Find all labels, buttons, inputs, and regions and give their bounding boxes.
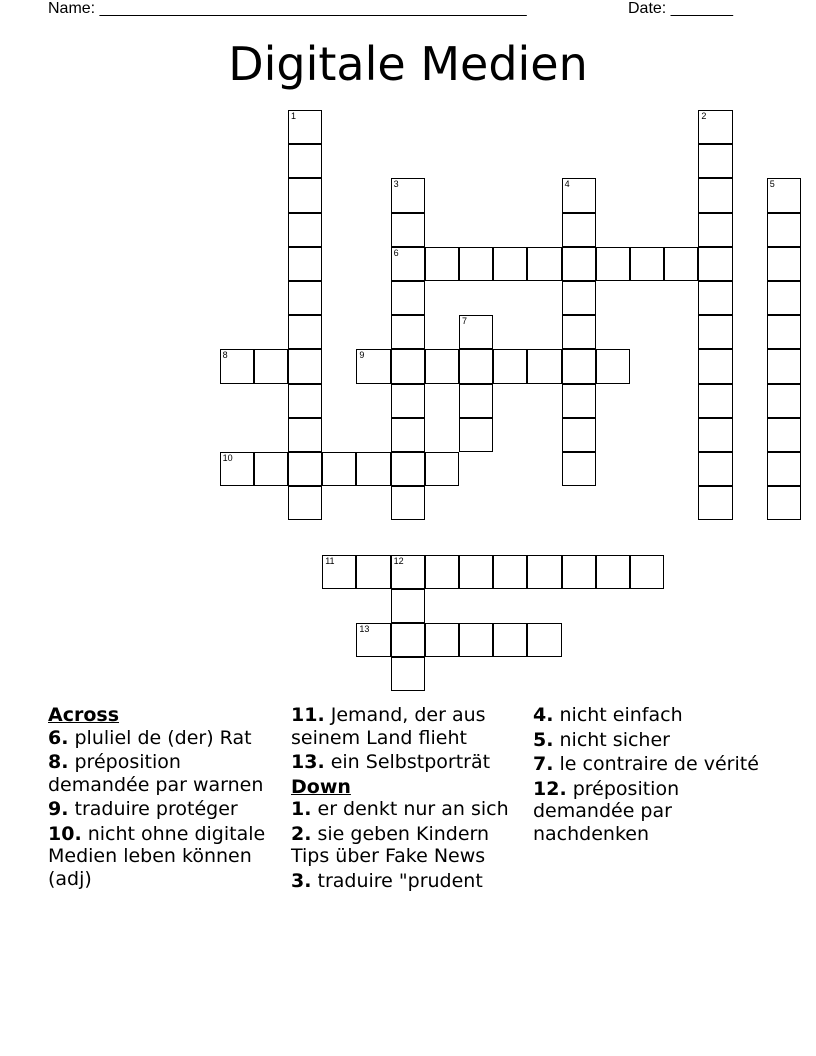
clue-across-11: [291, 704, 526, 749]
clue-number-label: 13: [359, 624, 370, 634]
crossword-cell[interactable]: [767, 213, 801, 247]
crossword-cell[interactable]: [767, 384, 801, 418]
crossword-cell[interactable]: [356, 623, 390, 657]
crossword-cell[interactable]: [459, 247, 493, 281]
crossword-cell[interactable]: [493, 247, 527, 281]
clue-text: nicht einfach: [559, 704, 683, 726]
crossword-cell[interactable]: [288, 452, 322, 486]
clue-across-13: [291, 751, 526, 774]
crossword-cell[interactable]: [767, 281, 801, 315]
crossword-cell[interactable]: [425, 349, 459, 383]
crossword-cell[interactable]: [322, 555, 356, 589]
crossword-cell[interactable]: [527, 623, 561, 657]
crossword-cell[interactable]: [562, 384, 596, 418]
across-heading: Across: [48, 704, 120, 726]
crossword-cell[interactable]: [391, 555, 425, 589]
clue-number-label: 2: [701, 111, 707, 121]
crossword-cell[interactable]: [698, 178, 732, 212]
crossword-cell[interactable]: [562, 349, 596, 383]
crossword-cell[interactable]: [596, 247, 630, 281]
crossword-cell[interactable]: [493, 555, 527, 589]
crossword-cell[interactable]: [767, 315, 801, 349]
crossword-cell[interactable]: [562, 555, 596, 589]
crossword-cell[interactable]: [288, 144, 322, 178]
clue-column-2: [291, 704, 526, 894]
clue-column-1: [48, 704, 284, 892]
crossword-cell[interactable]: [391, 178, 425, 212]
crossword-cell[interactable]: [630, 555, 664, 589]
clue-text: préposition demandée par nachdenken: [533, 777, 680, 845]
crossword-cell[interactable]: [493, 623, 527, 657]
clue-text: sie geben Kindern Tips über Fake News: [291, 822, 490, 867]
crossword-cell[interactable]: [459, 623, 493, 657]
clue-across-8: [48, 751, 284, 796]
crossword-cell[interactable]: [391, 452, 425, 486]
crossword-cell[interactable]: [391, 623, 425, 657]
clue-number: 5.: [533, 728, 554, 751]
crossword-cell[interactable]: [391, 657, 425, 691]
page-title: Digitale Medien: [228, 37, 588, 91]
clue-down-2: [291, 823, 526, 868]
clue-number: 2.: [291, 822, 312, 845]
name-field[interactable]: Name: ________________________________________________: [48, 0, 527, 17]
clue-down-3: [291, 870, 526, 893]
crossword-cell[interactable]: [459, 349, 493, 383]
crossword-cell[interactable]: [698, 349, 732, 383]
crossword-cell[interactable]: [562, 178, 596, 212]
down-heading: Down: [291, 775, 351, 798]
clue-number-label: 6: [393, 247, 399, 258]
clue-across-10: [48, 823, 284, 891]
crossword-cell[interactable]: [391, 213, 425, 247]
crossword-cell[interactable]: [698, 110, 732, 144]
clue-down-5: [533, 729, 773, 752]
crossword-cell[interactable]: [767, 486, 801, 520]
crossword-cell[interactable]: [767, 349, 801, 383]
clue-number: 1.: [291, 798, 312, 820]
clue-number-label: 8: [222, 350, 228, 361]
crossword-cell[interactable]: [698, 247, 732, 281]
clue-across-9: [48, 798, 284, 821]
clue-number: 13.: [291, 751, 325, 773]
crossword-cell[interactable]: [288, 178, 322, 212]
crossword-cell[interactable]: [493, 349, 527, 383]
crossword-cell[interactable]: [596, 349, 630, 383]
crossword-cell[interactable]: [459, 418, 493, 452]
crossword-cell[interactable]: [391, 418, 425, 452]
crossword-cell[interactable]: [527, 555, 561, 589]
crossword-cell[interactable]: [425, 452, 459, 486]
clue-number-label: 1: [291, 111, 297, 121]
clue-number-label: 7: [462, 316, 468, 327]
crossword-cell[interactable]: [391, 486, 425, 520]
crossword-cell[interactable]: [527, 349, 561, 383]
clue-number: 7.: [533, 753, 554, 775]
clue-number-label: 9: [359, 350, 365, 361]
crossword-cell[interactable]: [288, 247, 322, 281]
crossword-cell[interactable]: [288, 384, 322, 418]
crossword-cell[interactable]: [391, 349, 425, 383]
clue-text: nicht ohne digitale Medien leben können (adj): [48, 822, 266, 890]
crossword-cell[interactable]: [425, 623, 459, 657]
clue-number-label: 4: [564, 179, 570, 190]
clue-text: Jemand, der aus seinem Land flieht: [291, 704, 486, 749]
clue-text: er denkt nur an sich: [317, 798, 509, 820]
clue-number: 9.: [48, 798, 69, 820]
crossword-cell[interactable]: [596, 555, 630, 589]
clue-text: ein Selbstporträt: [330, 751, 491, 773]
crossword-cell[interactable]: [391, 589, 425, 623]
crossword-cell[interactable]: [459, 555, 493, 589]
crossword-cell[interactable]: [767, 418, 801, 452]
crossword-cell[interactable]: [356, 349, 390, 383]
clue-text: traduire protéger: [74, 798, 238, 820]
crossword-cell[interactable]: [562, 213, 596, 247]
crossword-cell[interactable]: [254, 452, 288, 486]
clue-number: 4.: [533, 704, 554, 726]
clue-number: 8.: [48, 751, 69, 773]
crossword-cell[interactable]: [391, 247, 425, 281]
crossword-cell[interactable]: [767, 178, 801, 212]
clue-down-4: [533, 704, 773, 727]
clue-number: 12.: [533, 777, 567, 800]
crossword-cell[interactable]: [562, 418, 596, 452]
clue-text: pluliel de (der) Rat: [74, 726, 252, 749]
clue-number-label: 10: [222, 453, 233, 463]
clue-number: 6.: [48, 726, 69, 749]
crossword-cell[interactable]: [698, 315, 732, 349]
crossword-cell[interactable]: [288, 213, 322, 247]
clue-number-label: 12: [393, 555, 404, 566]
crossword-cell[interactable]: [356, 555, 390, 589]
date-field[interactable]: Date: _______: [628, 0, 733, 17]
crossword-cell[interactable]: [356, 452, 390, 486]
clue-number-label: 11: [325, 555, 335, 566]
crossword-cell[interactable]: [288, 418, 322, 452]
crossword-cell[interactable]: [562, 315, 596, 349]
clue-down-12: [533, 778, 773, 846]
clue-text: traduire "prudent: [317, 869, 483, 892]
crossword-cell[interactable]: [220, 452, 254, 486]
crossword-cell[interactable]: [698, 144, 732, 178]
crossword-cell[interactable]: [698, 486, 732, 520]
crossword-cell[interactable]: [254, 349, 288, 383]
crossword-cell[interactable]: [698, 281, 732, 315]
clue-text: préposition demandée par warnen: [48, 751, 264, 796]
crossword-cell[interactable]: [698, 418, 732, 452]
crossword-cell[interactable]: [562, 281, 596, 315]
clue-text: nicht sicher: [559, 728, 670, 751]
crossword-cell[interactable]: [698, 384, 732, 418]
crossword-cell[interactable]: [698, 213, 732, 247]
crossword-cell[interactable]: [767, 452, 801, 486]
crossword-cell[interactable]: [220, 349, 254, 383]
crossword-cell[interactable]: [664, 247, 698, 281]
crossword-cell[interactable]: [391, 315, 425, 349]
crossword-cell[interactable]: [322, 452, 356, 486]
clue-text: le contraire de vérité: [559, 753, 759, 775]
clue-number-label: 3: [393, 179, 399, 190]
clue-number: 11.: [291, 704, 325, 726]
crossword-cell[interactable]: [767, 247, 801, 281]
crossword-cell[interactable]: [391, 281, 425, 315]
clue-column-3: [533, 704, 773, 847]
crossword-cell[interactable]: [288, 281, 322, 315]
clue-number: 3.: [291, 869, 312, 892]
crossword-cell[interactable]: [288, 349, 322, 383]
crossword-cell[interactable]: [698, 452, 732, 486]
crossword-cell[interactable]: [630, 247, 664, 281]
crossword-cell[interactable]: [527, 247, 561, 281]
clue-down-1: [291, 798, 526, 821]
crossword-cell[interactable]: [288, 486, 322, 520]
crossword-cell[interactable]: [562, 452, 596, 486]
crossword-cell[interactable]: [288, 110, 322, 144]
crossword-cell[interactable]: [391, 384, 425, 418]
clue-down-7: [533, 753, 773, 776]
crossword-cell[interactable]: [459, 384, 493, 418]
clue-number-label: 5: [769, 179, 775, 190]
crossword-cell[interactable]: [459, 315, 493, 349]
clue-across-6: [48, 727, 284, 750]
crossword-cell[interactable]: [562, 247, 596, 281]
clue-number: 10.: [48, 822, 82, 845]
crossword-cell[interactable]: [425, 555, 459, 589]
crossword-cell[interactable]: [425, 247, 459, 281]
crossword-cell[interactable]: [288, 315, 322, 349]
